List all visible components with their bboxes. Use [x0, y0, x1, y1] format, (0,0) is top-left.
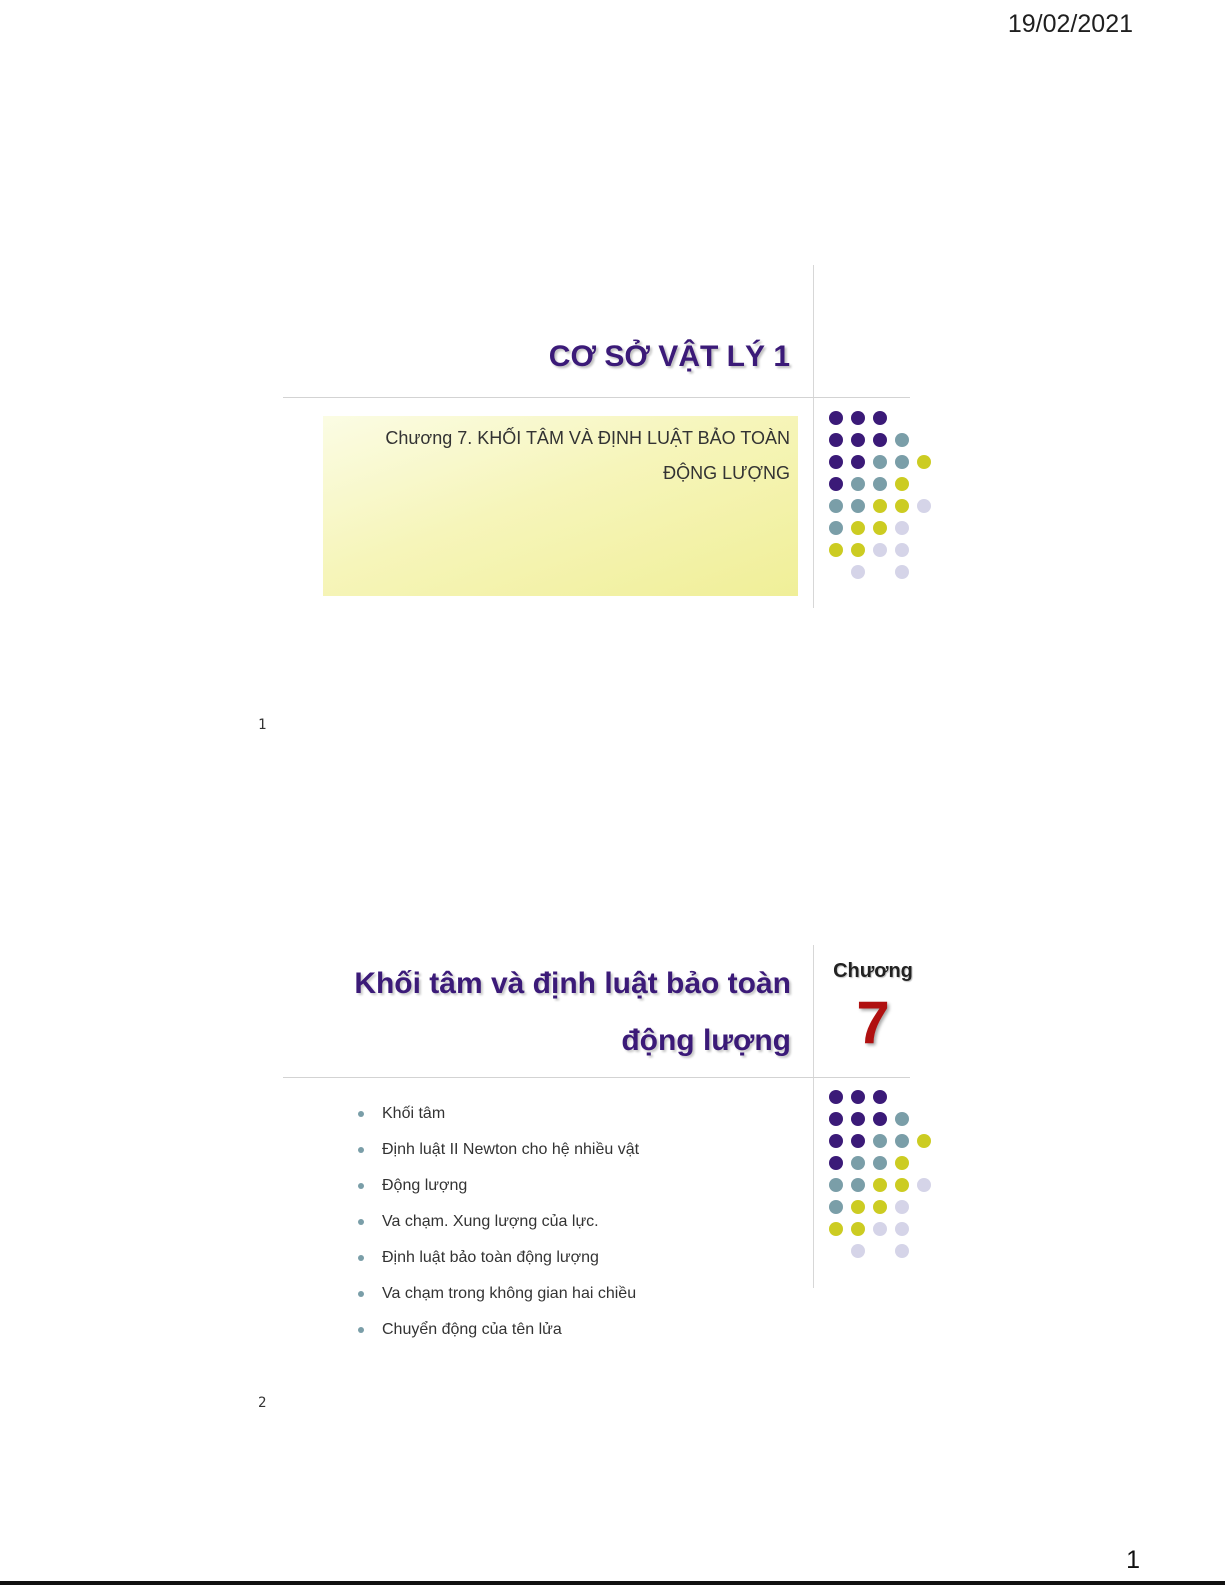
matrix-dot	[829, 543, 843, 557]
matrix-dot	[851, 477, 865, 491]
matrix-dot	[829, 521, 843, 535]
matrix-dot	[851, 1112, 865, 1126]
matrix-dot	[873, 543, 887, 557]
matrix-dot	[851, 565, 865, 579]
bullet-dot-icon	[358, 1255, 364, 1261]
matrix-dot	[829, 1178, 843, 1192]
slide-2-bullet-list	[358, 1096, 798, 1348]
matrix-dot	[851, 1222, 865, 1236]
bullet-text: Động lượng	[382, 1177, 468, 1194]
matrix-dot	[851, 455, 865, 469]
slide-1-vertical-divider	[813, 265, 814, 608]
matrix-dot	[895, 499, 909, 513]
matrix-dot	[873, 455, 887, 469]
matrix-dot	[895, 1200, 909, 1214]
bullet-text: Va chạm trong không gian hai chiều	[382, 1285, 637, 1302]
matrix-dot	[895, 1134, 909, 1148]
bullet-text: Chuyển động của tên lửa	[382, 1321, 562, 1338]
bullet-text: Khối tâm	[382, 1105, 446, 1122]
matrix-dot	[829, 1134, 843, 1148]
matrix-dot	[829, 1200, 843, 1214]
matrix-dot	[895, 1222, 909, 1236]
matrix-dot	[895, 1178, 909, 1192]
matrix-dot	[851, 1156, 865, 1170]
bullet-item	[358, 1204, 798, 1240]
matrix-dot	[895, 1156, 909, 1170]
matrix-dot	[895, 521, 909, 535]
matrix-dot	[895, 477, 909, 491]
bullet-item	[358, 1312, 798, 1348]
slide-1-subtitle-line-1: Chương 7. KHỐI TÂM VÀ ĐỊNH LUẬT BẢO TOÀN	[385, 428, 790, 448]
chapter-number: 7	[856, 989, 890, 1056]
matrix-dot	[895, 1112, 909, 1126]
bullet-dot-icon	[358, 1327, 364, 1333]
slide-1-title: CƠ SỞ VẬT LÝ 1	[548, 340, 790, 373]
slide-2-title	[300, 955, 791, 1069]
matrix-dot	[851, 543, 865, 557]
slide-2-horizontal-divider	[283, 1077, 910, 1078]
matrix-dot	[851, 1134, 865, 1148]
slide-1-horizontal-divider	[283, 397, 910, 398]
bullet-dot-icon	[358, 1183, 364, 1189]
matrix-dot	[873, 477, 887, 491]
matrix-dot	[829, 433, 843, 447]
bullet-item	[358, 1276, 798, 1312]
bullet-item	[358, 1132, 798, 1168]
matrix-dot	[851, 1244, 865, 1258]
slide-2-title-line-1: Khối tâm và định luật bảo toàn	[354, 967, 791, 1000]
matrix-dot	[917, 1134, 931, 1148]
matrix-dot	[895, 1244, 909, 1258]
bullet-text: Định luật bảo toàn động lượng	[382, 1249, 599, 1266]
matrix-dot	[873, 1222, 887, 1236]
bullet-dot-icon	[358, 1291, 364, 1297]
matrix-dot	[873, 1134, 887, 1148]
matrix-dot	[851, 521, 865, 535]
page-date: 19/02/2021	[1007, 10, 1133, 38]
matrix-dot	[851, 1200, 865, 1214]
matrix-dot	[873, 499, 887, 513]
slide-2-title-line-2: động lượng	[621, 1024, 791, 1057]
slide-1-subtitle	[330, 421, 790, 491]
matrix-dot	[873, 1090, 887, 1104]
matrix-dot	[829, 1156, 843, 1170]
bullet-item	[358, 1096, 798, 1132]
page-bottom-rule	[0, 1581, 1225, 1585]
matrix-dot	[829, 499, 843, 513]
bullet-text: Định luật II Newton cho hệ nhiều vật	[382, 1141, 640, 1158]
slide-2-vertical-divider	[813, 945, 814, 1288]
slide-1-number: 1	[258, 717, 267, 733]
matrix-dot	[873, 433, 887, 447]
page-number: 1	[1126, 1546, 1140, 1574]
bullet-dot-icon	[358, 1219, 364, 1225]
matrix-dot	[917, 455, 931, 469]
matrix-dot	[829, 1222, 843, 1236]
matrix-dot	[895, 565, 909, 579]
bullet-text: Va chạm. Xung lượng của lực.	[382, 1213, 599, 1230]
matrix-dot	[829, 455, 843, 469]
matrix-dot	[873, 1112, 887, 1126]
matrix-dot	[851, 1178, 865, 1192]
matrix-dot	[895, 543, 909, 557]
matrix-dot	[829, 1112, 843, 1126]
bullet-item	[358, 1168, 798, 1204]
bullet-dot-icon	[358, 1147, 364, 1153]
slide-1-subtitle-line-2: ĐỘNG LƯỢNG	[663, 463, 790, 483]
matrix-dot	[851, 411, 865, 425]
matrix-dot	[873, 1156, 887, 1170]
slide-2-number: 2	[258, 1395, 267, 1411]
matrix-dot	[873, 1200, 887, 1214]
matrix-dot	[873, 521, 887, 535]
matrix-dot	[873, 1178, 887, 1192]
matrix-dot	[917, 499, 931, 513]
matrix-dot	[851, 1090, 865, 1104]
matrix-dot	[917, 1178, 931, 1192]
matrix-dot	[895, 455, 909, 469]
bullet-dot-icon	[358, 1111, 364, 1117]
chapter-label: Chương	[833, 960, 913, 982]
matrix-dot	[851, 433, 865, 447]
matrix-dot	[873, 411, 887, 425]
matrix-dot	[829, 477, 843, 491]
matrix-dot	[829, 411, 843, 425]
matrix-dot	[895, 433, 909, 447]
matrix-dot	[829, 1090, 843, 1104]
matrix-dot	[851, 499, 865, 513]
bullet-item	[358, 1240, 798, 1276]
